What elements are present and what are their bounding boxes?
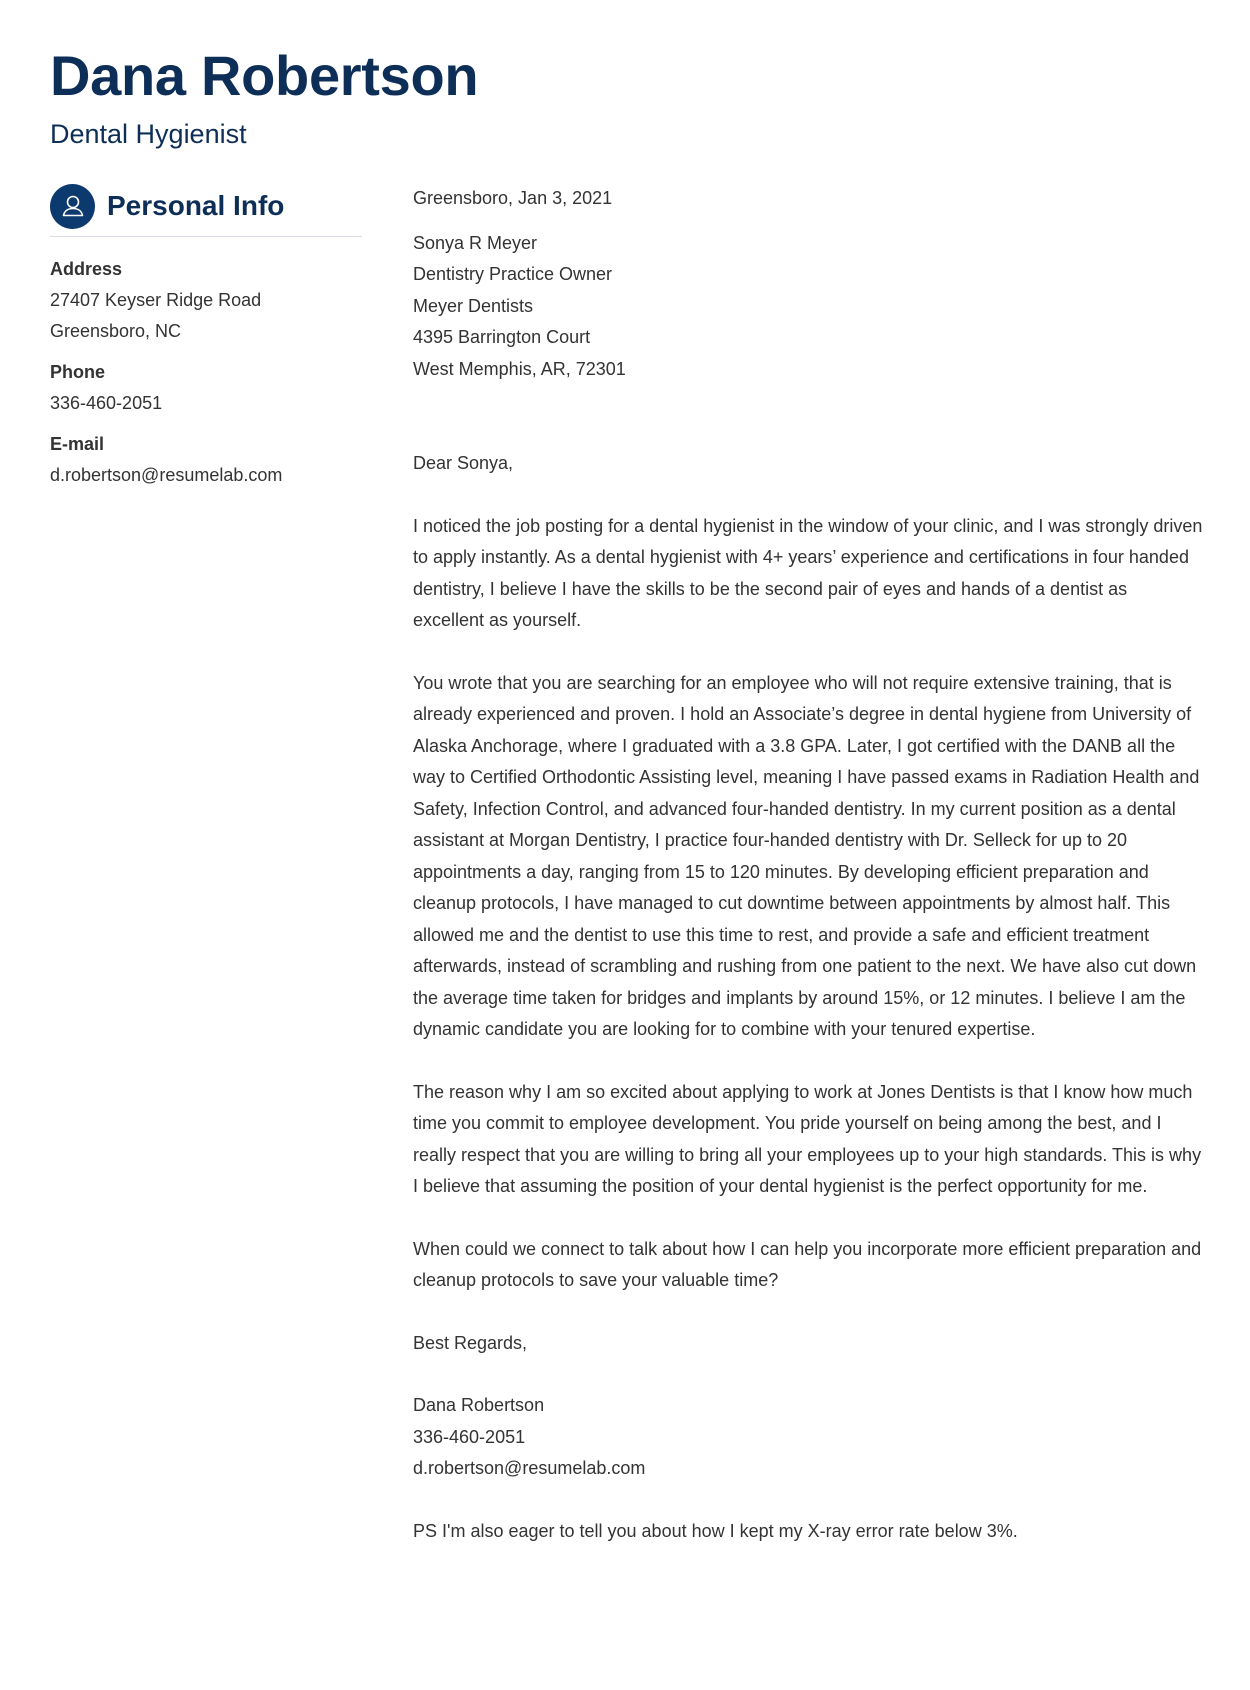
salutation: Dear Sonya, <box>413 453 514 473</box>
phone-block <box>50 357 362 419</box>
email-value: d.robertson@resumelab.com <box>50 465 283 485</box>
candidate-name: Dana Robertson <box>50 44 479 107</box>
recipient-address <box>413 228 1203 386</box>
address-label: Address <box>50 259 123 279</box>
email-block <box>50 429 362 491</box>
phone-value: 336-460-2051 <box>50 393 163 413</box>
letter-date: Greensboro, Jan 3, 2021 <box>413 188 613 208</box>
recipient-position: Dentistry Practice Owner <box>413 264 613 284</box>
signature-phone: 336-460-2051 <box>413 1426 526 1447</box>
recipient-street: 4395 Barrington Court <box>413 327 591 347</box>
paragraph-call-to-action: When could we connect to talk about how I can help you incorporate more efficient preparation and cleanup protocols to save your valuable time? <box>413 1238 1202 1290</box>
recipient-city: West Memphis, AR, 72301 <box>413 358 626 379</box>
person-icon-graphic <box>59 192 87 220</box>
section-title: Personal Info <box>107 190 285 221</box>
signature-email: d.robertson@resumelab.com <box>413 1458 646 1478</box>
address-block <box>50 254 362 347</box>
personal-info-header <box>50 183 362 237</box>
address-line-1: 27407 Keyser Ridge Road <box>50 290 262 310</box>
paragraph-intro: I noticed the job posting for a dental hygienist in the window of your clinic, and I was strongly driven to apply instantly. As a dental hygienist with 4+ years’ experience and certifications in four handed dentistry, I believe I have the skills to be the second pair of eyes and hands of a dentist as excellent as yourself. <box>413 515 1203 630</box>
recipient-name: Sonya R Meyer <box>413 232 538 253</box>
paragraph-motivation: The reason why I am so excited about applying to work at Jones Dentists is that I know how much time you commit to employee development. You pride yourself on being among the best, and I really respect that you are willing to bring all your employees up to your high standards. This is why I believe that assuming the position of your dental hygienist is the perfect opportunity for me. <box>413 1081 1202 1196</box>
email-label: E-mail <box>50 434 105 454</box>
cover-letter-body <box>413 183 1203 1547</box>
postscript: PS I'm also eager to tell you about how I kept my X-ray error rate below 3%. <box>413 1520 1018 1541</box>
personal-info-sidebar <box>50 183 362 491</box>
address-line-2: Greensboro, NC <box>50 321 182 341</box>
recipient-company: Meyer Dentists <box>413 295 534 316</box>
person-icon <box>50 184 95 229</box>
job-title: Dental Hygienist <box>50 119 247 149</box>
paragraph-experience: You wrote that you are searching for an employee who will not require extensive training, that is already experienced and proven. I hold an Associate’s degree in dental hygiene from University of Alaska Anchorage, where I graduated with a 3.8 GPA. Later, I got certified with the DANB all the way to Certified Orthodontic Assisting level, meaning I have passed exams in Radiation Health and Safety, Infection Control, and advanced four-handed dentistry. In my current position as a dental assistant at Morgan Dentistry, I practice four-handed dentistry with Dr. Selleck for up to 20 appointments a day, ranging from 15 to 120 minutes. By developing efficient preparation and cleanup protocols, I have managed to cut downtime between appointments by almost half. This allowed me and the dentist to use this time to rest, and provide a safe and efficient treatment afterwards, instead of scrambling and rushing from one patient to the next. We have also cut down the average time taken for bridges and implants by around 15%, or 12 minutes. I believe I am the dynamic candidate you are looking for to combine with your tenured expertise. <box>413 672 1200 1039</box>
phone-label: Phone <box>50 362 106 382</box>
signature-name: Dana Robertson <box>413 1395 545 1415</box>
signature-block <box>413 1390 1203 1485</box>
closing: Best Regards, <box>413 1332 528 1353</box>
